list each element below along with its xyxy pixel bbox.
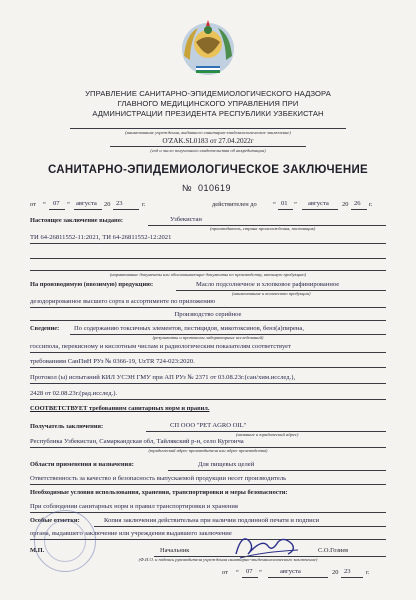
product-name: Масло подсолнечное и хлопковое рафинированное bbox=[196, 281, 340, 288]
issued-country: Узбекистан bbox=[170, 216, 202, 223]
issued-label: Настоящее заключение выдано: bbox=[30, 217, 124, 224]
issued-caption: (производитель, страна происхождения, поставщик) bbox=[210, 226, 316, 231]
sign-date-from: от bbox=[222, 569, 228, 576]
recipient-label: Получатель заключения: bbox=[30, 423, 104, 430]
scope-label: Области применения и назначения: bbox=[30, 461, 134, 468]
certificate-page: УПРАВЛЕНИЕ САНИТАРНО-ЭПИДЕМИОЛОГИЧЕСКОГО НАДЗОРА ГЛАВНОГО МЕДИЦИНСКОГО УПРАВЛЕНИЯ ПРИ АДМИНИСТРАЦИИ ПРЕЗИДЕНТА РЕСПУБЛИКИ УЗБЕКИСТАН (наименование учреждения, выдавшего санитарно-эпидемиологическое заключение) O'ZAK.SL0183 от 27.04.2022г (год и число полученного свидетельства об аккредитации) САНИТАРНО-ЭПИДЕМИОЛОГИЧЕСКОЕ ЗАКЛЮЧЕНИЕ № 010619 от “ 07 ” августа 20 23 г. действителен до “ 01 ” августа 20 26 г. Настоящее заключение выдано: Узбекистан (производитель, страна происхождения, поставщик) ТИ 64-26811552-11:2021, ТИ 64-26811552-12:2021 (нормативные документы или обосновывающие документы по производству, ввозимую продукцию) На производимую (ввозимую) продукцию: Масло подсолнечное и хлопковое рафинированное (наименование и количество продукции) дезодорированное высшего сорта в ассортименте по приложению Производство серийное Сведение: По содержанию токсичных элементов, пестицидов, микотоксинов, бенз(а)пирена, (результаты и протоколы лабораторных исследований) госсипола, перекисному и кислотным числам и радиологическим показателям соответствует требованиям СанПиН РУз № 0366-19, UzTR 724-023:2020. Протокол (ы) испытаний КИЛ УСЭН ГМУ при АП РУз № 2371 от 03.08.23г.(сан/хим.исслед.), 2428 от 02.08.23г.(рад.исслед.). СООТВЕТСТВУЕТ требованиям санитарных норм и правил. Получатель заключения: СП ООО "PET AGRO OIL" (название и юридический адрес) Республика Узбекистан, Самаркандская обл, Тайлякский р-н, село Кургонча (юридический адрес производителя или адрес производства) Области применения и назначения: Для пищевых целей Ответственность за качество и безопасность выпускаемой продукции несет производитель Необходимые условия использования, хранения, транспортировки и меры безопасности: При соблюдении санитарных норм и правил транспортировки и хранения Особые отметки: Копия заключения действительна при наличии подлинной печати и подписи органа, выдавшего заключение или учреждения выдавшего заключение М.П. Начальник С.О.Гозиев (Ф.И.О. и подпись руководителя учреждения санитарно-эпидемиологического заключение) от “ 07 ” августа 20 23 г. bbox=[0, 0, 416, 600]
address-caption: (юридический адрес производителя или адрес производства) bbox=[148, 448, 268, 453]
issuer-caption: (наименование учреждения, выдавшего санитарно-эпидемиологическое заключение) bbox=[125, 130, 291, 135]
signatory-name: С.О.Гозиев bbox=[318, 547, 349, 554]
issuer-line-1: УПРАВЛЕНИЕ САНИТАРНО-ЭПИДЕМИОЛОГИЧЕСКОГО НАДЗОРА bbox=[85, 89, 331, 98]
valid-year: 26 bbox=[354, 200, 361, 207]
product-label: На производимую (ввозимую) продукцию: bbox=[30, 281, 154, 288]
compliance-caption: (результаты и протоколы лабораторных исследований) bbox=[152, 335, 264, 340]
document-title: САНИТАРНО-ЭПИДЕМИОЛОГИЧЕСКОЕ ЗАКЛЮЧЕНИЕ bbox=[47, 164, 368, 176]
official-stamp-inner bbox=[44, 520, 86, 562]
sign-date-day: 07 bbox=[246, 568, 253, 575]
issue-year: 23 bbox=[116, 200, 123, 207]
compliance-label: Сведение: bbox=[30, 325, 60, 332]
valid-year-suffix: г. bbox=[369, 201, 373, 208]
valid-until-label: действителен до bbox=[212, 201, 257, 208]
valid-month: августа bbox=[308, 200, 329, 207]
product-description: дезодорированное высшего сорта в ассортименте по приложению bbox=[30, 298, 216, 305]
conditions-text: При соблюдении санитарных норм и правил транспортировки и хранения bbox=[30, 503, 238, 510]
issuer-line-2: ГЛАВНОГО МЕДИЦИНСКОГО УПРАВЛЕНИЯ ПРИ bbox=[117, 99, 299, 108]
test-protocol-2: 2428 от 02.08.23г.(рад.исслед.). bbox=[30, 390, 118, 397]
signature-caption: (Ф.И.О. и подпись руководителя учреждения санитарно-эпидемиологического заключение) bbox=[138, 557, 318, 562]
notes-label: Особые отметки: bbox=[30, 517, 80, 524]
issue-day: 07 bbox=[53, 200, 60, 207]
recipient-caption: (название и юридический адрес) bbox=[236, 432, 299, 437]
conformity-statement: СООТВЕТСТВУЕТ требованиям санитарных норм и правил. bbox=[30, 405, 210, 412]
valid-year-prefix: 20 bbox=[342, 201, 349, 208]
accreditation: O'ZAK.SL0183 от 27.04.2022г bbox=[162, 137, 254, 145]
accreditation-caption: (год и число полученного свидетельства об аккредитации) bbox=[150, 148, 266, 153]
sign-date-suffix: г. bbox=[366, 569, 370, 576]
issue-year-prefix: 20 bbox=[104, 201, 111, 208]
valid-day: 01 bbox=[281, 200, 288, 207]
from-label: от bbox=[30, 201, 36, 208]
divider bbox=[70, 128, 346, 129]
conditions-title: Необходимые условия использования, хранения, транспортировки и меры безопасности: bbox=[30, 489, 288, 496]
test-protocol: Протокол (ы) испытаний КИЛ УСЭН ГМУ при АП РУз № 2371 от 03.08.23г.(сан/хим.исслед.), bbox=[30, 374, 296, 381]
sign-date-month: августа bbox=[280, 568, 301, 575]
recipient-address: Республика Узбекистан, Самаркандская обл, Тайлякский р-н, село Кургонча bbox=[30, 438, 244, 445]
number-label: № bbox=[182, 183, 192, 193]
sign-date-year: 23 bbox=[344, 568, 351, 575]
seal-place-label: М.П. bbox=[30, 547, 45, 554]
state-emblem bbox=[176, 16, 240, 80]
notes-text-1: Копия заключения действительна при наличии подлинной печати и подписи bbox=[104, 517, 320, 524]
scope-value: Для пищевых целей bbox=[198, 461, 255, 468]
responsibility: Ответственность за качество и безопасность выпускаемой продукции несет производитель bbox=[30, 475, 287, 482]
technical-docs: ТИ 64-26811552-11:2021, ТИ 64-26811552-12:2021 bbox=[30, 234, 172, 241]
sign-date-prefix: 20 bbox=[332, 569, 339, 576]
signatory-position: Начальник bbox=[160, 547, 190, 554]
issue-year-suffix: г. bbox=[142, 201, 146, 208]
production-type: Производство серийное bbox=[174, 311, 242, 318]
norm-caption: (нормативные документы или обосновывающие документы по производству, ввозимую продукцию) bbox=[109, 272, 307, 277]
issue-month: августа bbox=[76, 200, 97, 207]
compliance-text-2: госсипола, перекисному и кислотным числам и радиологическим показателям соответствует bbox=[30, 343, 291, 350]
compliance-text-3: требованиям СанПиН РУз № 0366-19, UzTR 724-023:2020. bbox=[30, 358, 195, 365]
product-name-caption: (наименование и количество продукции) bbox=[232, 291, 311, 296]
notes-text-2: органа, выдавшего заключение или учреждения выдавшего заключение bbox=[30, 530, 232, 537]
compliance-text-1: По содержанию токсичных элементов, пестицидов, микотоксинов, бенз(а)пирена, bbox=[74, 325, 305, 332]
recipient-name: СП ООО "PET AGRO OIL" bbox=[170, 422, 247, 429]
issuer-line-3: АДМИНИСТРАЦИИ ПРЕЗИДЕНТА РЕСПУБЛИКИ УЗБЕКИСТАН bbox=[92, 109, 324, 118]
divider bbox=[110, 146, 306, 147]
certificate-number: 010619 bbox=[198, 183, 232, 193]
